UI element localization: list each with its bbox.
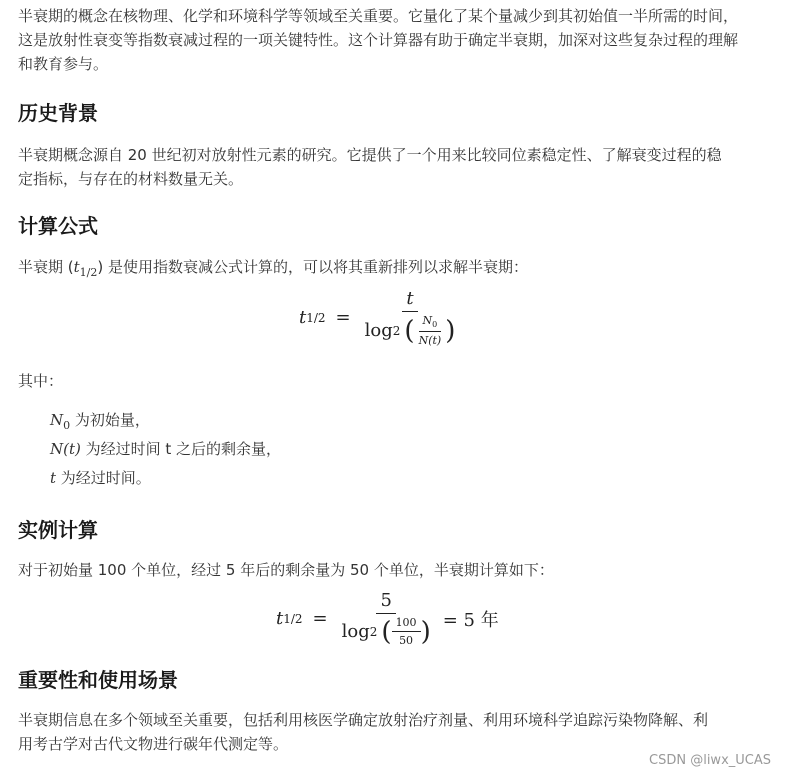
variable-n0: $N_0$ 为初始量，: [50, 411, 150, 432]
history-heading: 历史背景: [18, 101, 98, 125]
left-paren: (: [404, 315, 415, 346]
example-equation: t 1/2 = 5 log 2 ( $\frac{100}{50}$ ) = 5 年: [276, 590, 499, 647]
formula-lead: [18, 255, 738, 285]
intro-paragraph: 半衰期的概念在核物理、化学和环境科学等领域至关重要。它量化了某个量减少到其初始值一半所需的时间，这是放射性衰变等指数衰减过程的一项关键特性。这个计算器有助于确定半衰期，加深对这些复杂过程的理解和教育参与。: [18, 7, 739, 73]
half-life-equation: [299, 288, 459, 347]
formula-heading: 计算公式: [18, 214, 98, 238]
formula-lead-after: ) 是使用指数衰减公式计算的，可以将其重新排列以求解半衰期：: [97, 258, 528, 276]
variable-t: t 为经过时间。: [50, 469, 151, 487]
example-denominator: log 2 ( $\frac{100}{50}$ ): [341, 616, 431, 647]
inner-fraction: [415, 314, 446, 347]
half-life-symbol: t: [73, 258, 80, 276]
where-label: 其中：: [18, 372, 64, 390]
watermark: CSDN @liwx_UCAS: [649, 753, 771, 768]
example-fraction: [338, 590, 435, 647]
equation-equals: =: [335, 307, 351, 329]
log-label: log: [364, 320, 393, 342]
importance-heading: 重要性和使用场景: [18, 668, 178, 692]
history-paragraph: 半衰期概念源自 20 世纪初对放射性元素的研究。它提供了一个用来比较同位素稳定性、了解衰变过程的稳定指标，与存在的材料数量无关。: [18, 146, 722, 188]
example-result: = 5 年: [442, 609, 499, 631]
equation-denominator: [361, 312, 460, 347]
equation-fraction: [361, 288, 460, 347]
importance-paragraph: 半衰期信息在多个领域至关重要，包括利用核医学确定放射治疗剂量、利用环境科学追踪污染物降解、利用考古学对古代文物进行碳年代测定等。: [18, 711, 709, 753]
inner-numerator: $N_0$: [419, 314, 442, 332]
right-paren: ): [445, 315, 456, 346]
equation-lhs: t: [299, 307, 307, 329]
example-numerator: 5: [376, 590, 395, 614]
formula-lead-before: 半衰期 (: [18, 258, 74, 276]
example-heading: 实例计算: [18, 518, 98, 542]
example-inner-fraction: $\frac{100}{50}$: [392, 616, 421, 647]
equation-lhs-sub: 1/2: [306, 310, 326, 325]
inner-denominator: N(t): [418, 334, 442, 348]
example-paragraph: 对于初始量 100 个单位，经过 5 年后的剩余量为 50 个单位，半衰期计算如下：: [18, 561, 554, 579]
log-base: 2: [392, 323, 401, 338]
half-life-subscript: 1/2: [79, 266, 98, 279]
variable-nt: N(t) 为经过时间 t 之后的剩余量，: [50, 440, 282, 458]
equation-numerator: t: [402, 288, 417, 312]
